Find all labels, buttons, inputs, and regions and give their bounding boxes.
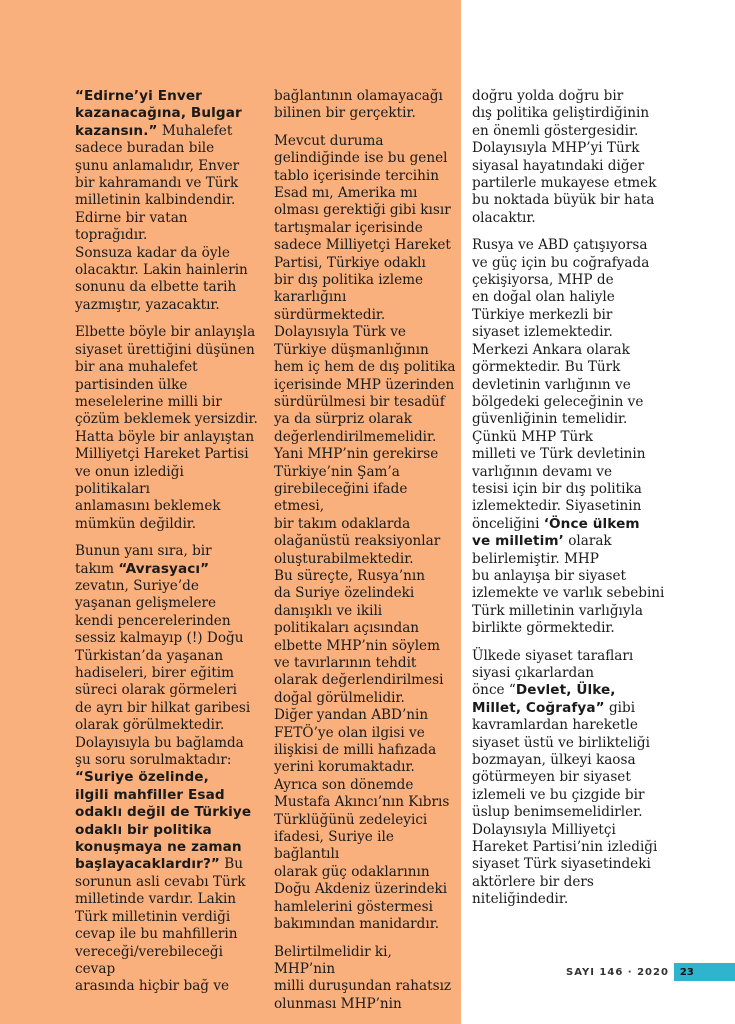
bold-question: “Suriye özelinde, ilgili mahfiller Esad odaklı değil de Türkiye odaklı bir politika konuşmaya ne zaman başlayacaklardır?” [75, 769, 252, 873]
bold-concepts: Devlet, Ülke, Millet, Coğrafya” [472, 682, 616, 716]
page-number-box [674, 963, 735, 981]
paragraph-text: Ülkede siyaset tarafları siyasi çıkarlardan önce “ [472, 647, 634, 699]
paragraph [472, 237, 672, 637]
paragraph [472, 648, 672, 909]
paragraph: Belirtilmelidir ki, MHP’nin milli duruşundan rahatsız olunması MHP’nin [274, 943, 452, 1012]
article-column-3 [472, 88, 672, 919]
paragraph: Mevcut duruma gelindiğinde ise bu genel tablo içerisinde tercihin Esad mı, Amerika mı olması gerektiği gibi kısır tartışmalar içerisinde sadece Milliyetçi Hareket Partisi, Türkiye odaklı bir dış politika izleme kararlığını sürdürmektedir. Dolayısıyla Türk ve Türkiye düşmanlığının hem iç hem de dış politika içerisinde MHP üzerinden sürdürülmesi bir tesadüf ya da sürpriz olarak değerlendirilmemelidir. Yani MHP’nin gerekirse Türkiye’nin Şam’a girebileceğini ifade etmesi, bir takım odaklarda olağanüstü reaksiyonlar oluşturabilmektedir. Bu süreçte, Rusya’nın da Suriye özelindeki danışıklı ve ikili politikaları açısından elbette MHP’nin söylem ve tavırlarının tehdit olarak değerlendirilmesi doğal görülmelidir. Diğer yandan ABD’nin FETÖ’ye olan ilgisi ve ilişkisi de milli hafızada yerini korumaktadır. Ayrıca son dönemde Mustafa Akıncı’nın Kıbrıs Türklüğünü zedeleyici ifadesi, Suriye ile bağlantılı olarak güç odaklarının Doğu Akdeniz üzerindeki hamlelerini göstermesi bakımından manidardır. [274, 132, 456, 933]
article-column-1 [75, 88, 261, 1006]
paragraph-text: Rusya ve ABD çatışıyorsa ve güç için bu coğrafyada çekişiyorsa, MHP de en doğal olan haliyle Türkiye merkezli bir siyaset izlemektedir. Merkezi Ankara olarak görmektedir. Bu Türk devletinin varlığının ve bölgedeki geleceğinin ve güvenliğinin temelidir. Çünkü MHP Türk milleti ve Türk devletinin varlığının devamı ve tesisi için bir dış politika izlemektedir. Siyasetinin önceliğini [472, 237, 650, 532]
page-number: 23 [679, 966, 694, 978]
paragraph-text: Muhalefet sadece buradan bile şunu anlamalıdır, Enver bir kahramandı ve Türk milletinin kalbindendir. Edirne bir vatan toprağıdır. Sonsuza kadar da öyle olacaktır. Lakin hainlerin sonunu da elbette tarih yazmıştır, yazacaktır. [75, 122, 248, 313]
paragraph-text: gibi kavramlardan hareketle siyaset üstü ve birlikteliği bozmayan, ülkeyi kaosa götürmeyen bir siyaset izlemeli ve bu çizgide bir üslup benimsemelidirler. Dolayısıyla Milliyetçi Hareket Partisi’nin izlediği siyaset Türk siyasetindeki aktörlere bir ders niteliğindedir. [472, 699, 658, 908]
paragraph-text: Bu sorunun asli cevabı Türk milletinde vardır. Lakin Türk milletinin verdiği cevap ile bu mahfillerin vereceği/verebileceği cevap arasında hiçbir bağ ve [75, 856, 246, 995]
issue-label: SAYI 146 · 2020 [566, 966, 669, 978]
paragraph [75, 543, 261, 996]
bold-term: “Avrasyacı” [118, 560, 210, 577]
paragraph: bağlantının olamayacağı bilinen bir gerçektir. [274, 88, 443, 122]
paragraph [75, 88, 261, 314]
page-footer [566, 963, 735, 981]
paragraph: doğru yolda doğru bir dış politika geliştirdiğinin en önemli göstergesidir. Dolayısıyla MHP’yi Türk siyasal hayatındaki diğer partilerle mukayese etmek bu noktada büyük bir hata olacaktır. [472, 88, 657, 226]
paragraph-text: zevatın, Suriye’de yaşanan gelişmelere kendi pencerelerinden sessiz kalmayıp (!) Doğu Türkistan’da yaşanan hadiseleri, birer eğitim süreci olarak görmeleri de ayrı bir hilkat garibesi olarak görülmektedir. Dolayısıyla bu bağlamda şu soru sorulmaktadır: [75, 577, 251, 769]
article-column-2 [274, 88, 456, 1023]
paragraph-text: Bunun yanı sıra, bir takım [75, 543, 212, 577]
bold-quote: “Edirne’yi Enver kazanacağına, Bulgar kazansın.” [75, 88, 242, 139]
paragraph: Elbette böyle bir anlayışla siyaset ürettiğini düşünen bir ana muhalefet partisinden ülke meselelerine milli bir çözüm beklemek yersizdir. Hatta böyle bir anlayıştan Milliyetçi Hareket Partisi ve onun izlediği politikaları anlamasını beklemek mümkün değildir. [75, 324, 258, 532]
paragraph-text: olarak belirlemiştir. MHP bu anlayışa bir siyaset izlemekte ve varlık sebebini Türk milletinin varlığıyla birlikte görmektedir. [472, 533, 665, 637]
bold-slogan: ‘Önce ülkem ve milletim’ [472, 515, 640, 550]
